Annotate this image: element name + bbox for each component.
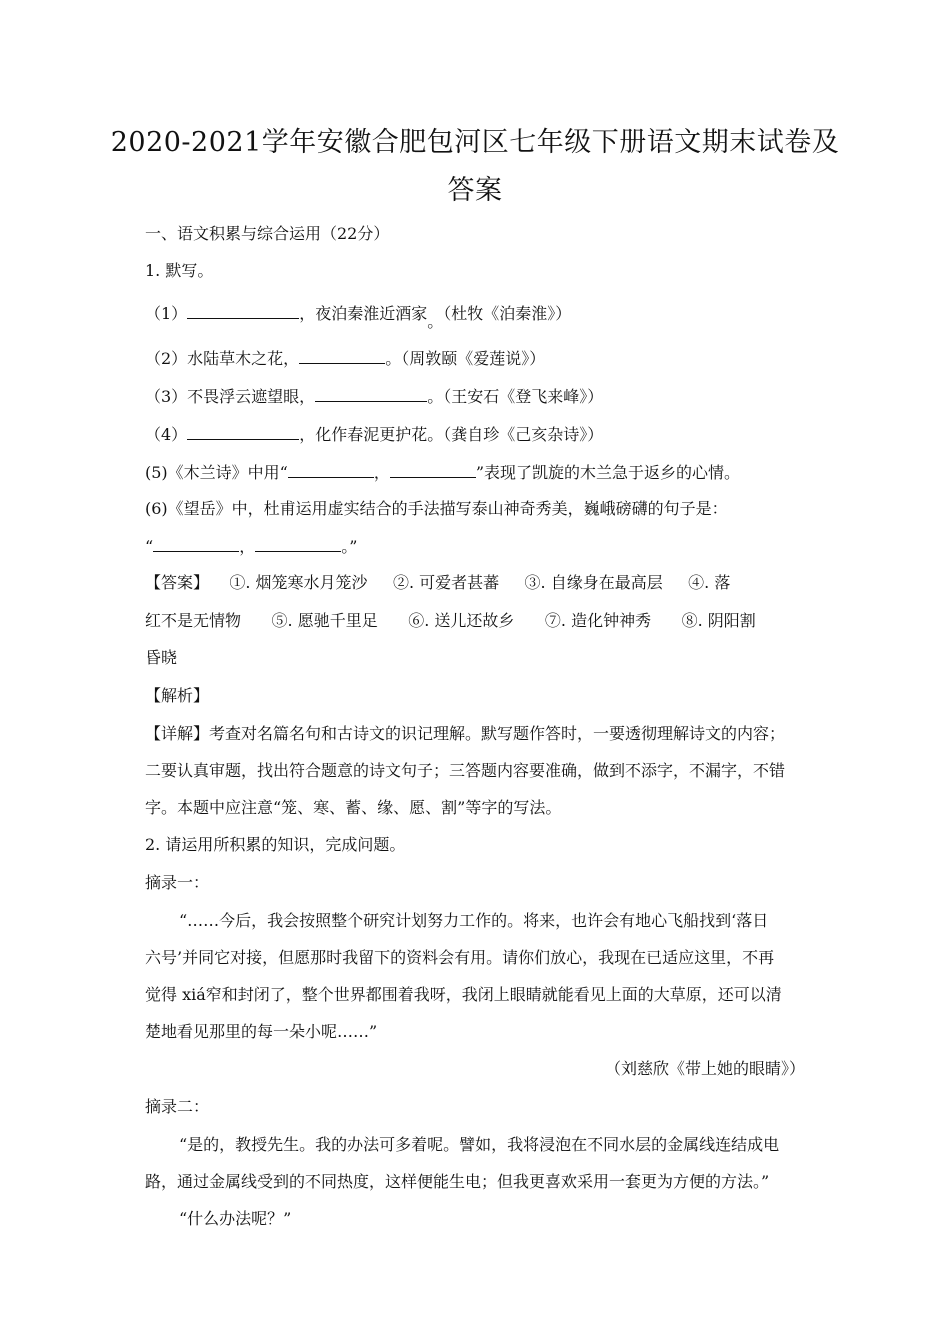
question-1-item-6: (6)《望岳》中，杜甫运用虚实结合的手法描写泰山神奇秀美，巍峨磅礴的句子是： — [145, 499, 728, 518]
detail-line-3: 字。本题中应注意“笼、寒、蓄、缘、愿、割”等字的写法。 — [145, 798, 562, 817]
excerpt-1-line-3: 觉得 xiá窄和封闭了，整个世界都围着我呀，我闭上眼睛就能看见上面的大草原，还可以清 — [145, 985, 782, 1004]
answer-blank — [299, 347, 385, 364]
answer-line-1: 【答案】 ①. 烟笼寒水月笼沙 ②. 可爱者甚蕃 ③. 自缘身在最高层 ④. 落 — [145, 573, 731, 592]
question-1-item-6-blanks: “ ， 。” — [145, 537, 358, 556]
question-1-item-5: (5)《木兰诗》中用“ ， ”表现了凯旋的木兰急于返乡的心情。 — [145, 463, 741, 482]
answer-blank — [153, 535, 239, 552]
excerpt-2-line-3: “什么办法呢？” — [179, 1209, 292, 1228]
excerpt-1-line-1: “……今后，我会按照整个研究计划努力工作的。将来，也许会有地心飞船找到‘落日 — [179, 911, 769, 930]
answer-line-3: 昏晓 — [145, 648, 178, 667]
excerpt-2-label: 摘录二： — [145, 1097, 210, 1116]
excerpt-2-line-2: 路，通过金属线受到的不同热度，这样便能生电；但我更喜欢采用一套更为方便的方法。” — [145, 1172, 770, 1191]
answer-blank — [255, 535, 341, 552]
document-title-line1: 2020-2021学年安徽合肥包河区七年级下册语文期末试卷及 — [110, 127, 840, 158]
detail-line-2: 二要认真审题，找出符合题意的诗文句子；三答题内容要准确，做到不添字，不漏字，不错 — [145, 761, 786, 780]
answer-line-2: 红不是无情物 ⑤. 愿驰千里足 ⑥. 送儿还故乡 ⑦. 造化钟神秀 ⑧. 阴阳割 — [145, 611, 756, 630]
excerpt-2-line-1: “是的，教授先生。我的办法可多着呢。譬如，我将浸泡在不同水层的金属线连结成电 — [179, 1135, 780, 1154]
analysis-heading: 【解析】 — [145, 686, 210, 705]
question-1-item-4: （4） ，化作春泥更护花。（龚自珍《己亥杂诗》） — [145, 425, 604, 444]
answer-blank — [187, 423, 299, 440]
excerpt-1-source: （刘慈欣《带上她的眼睛》） — [604, 1059, 805, 1078]
answer-blank — [288, 461, 374, 478]
answer-blank — [315, 385, 427, 402]
detail-line-1: 【详解】考查对名篇名句和古诗文的识记理解。默写题作答时，一要透彻理解诗文的内容； — [145, 724, 786, 743]
section-heading: 一、语文积累与综合运用（22分） — [145, 224, 390, 243]
question-1-item-1: （1） ，夜泊秦淮近酒家。（杜牧《泊秦淮》） — [145, 304, 572, 331]
document-title-line2: 答案 — [447, 175, 503, 206]
excerpt-1-line-4: 楚地看见那里的每一朵小呢……” — [145, 1022, 378, 1041]
question-2-stem: 2. 请运用所积累的知识，完成问题。 — [145, 835, 406, 854]
question-1-stem: 1. 默写。 — [145, 261, 214, 280]
excerpt-1-label: 摘录一： — [145, 873, 210, 892]
question-1-item-3: （3）不畏浮云遮望眼， 。（王安石《登飞来峰》） — [145, 387, 604, 406]
answer-blank — [187, 302, 299, 319]
excerpt-1-line-2: 六号’并同它对接，但愿那时我留下的资料会有用。请你们放心，我现在已适应这里，不再 — [145, 948, 775, 967]
question-1-item-2: （2）水陆草木之花， 。（周敦颐《爱莲说》） — [145, 349, 546, 368]
answer-blank — [390, 461, 476, 478]
